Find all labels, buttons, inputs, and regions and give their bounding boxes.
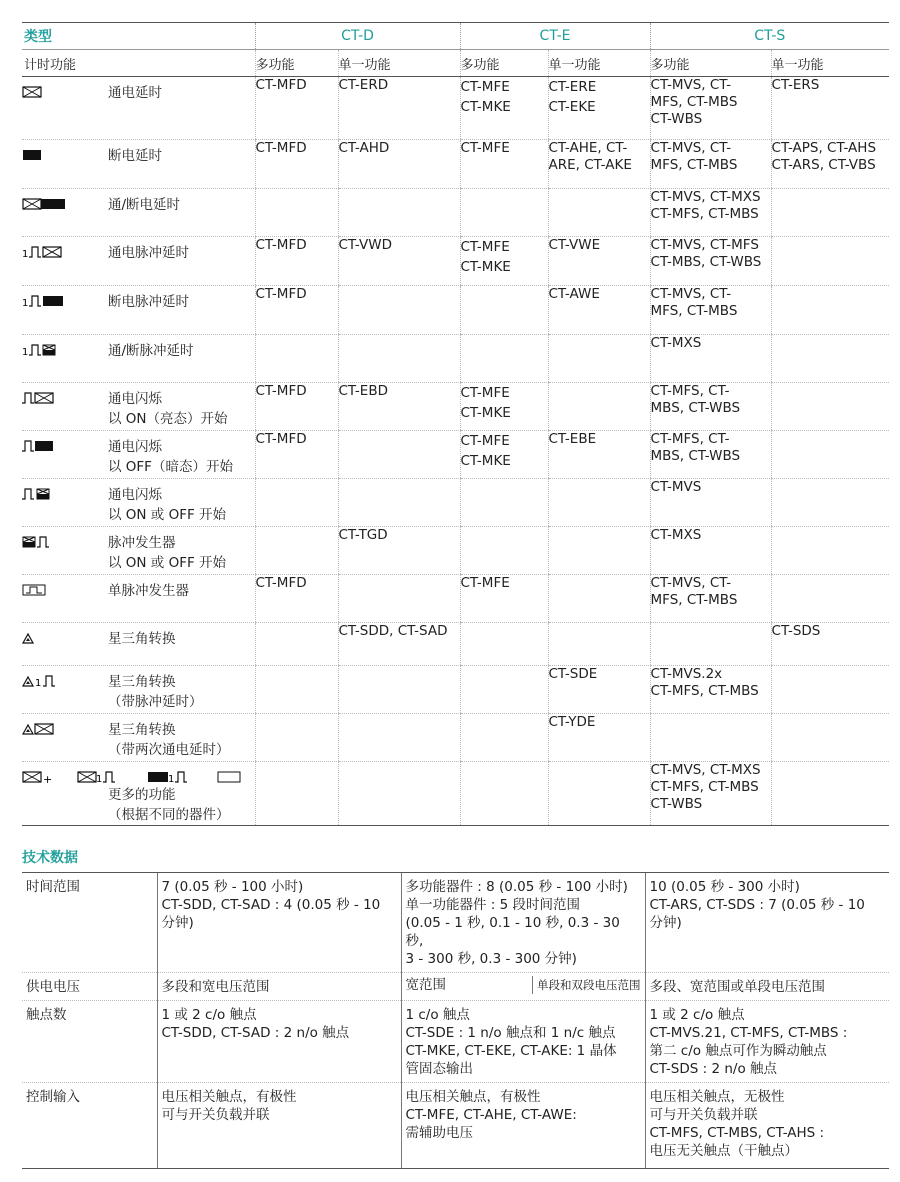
tech-data-table xyxy=(22,872,889,1169)
model-code: CT-YDE xyxy=(548,714,596,730)
star-delta-impulse-icon xyxy=(22,672,66,690)
model-code: CT-MFD xyxy=(255,237,307,253)
group-ct-s: CT-S xyxy=(650,23,889,50)
model-code: CT-AHE, CT- xyxy=(548,140,628,156)
tech-value: 电压相关触点，有极性 xyxy=(405,1089,541,1105)
model-code: CT-ERS xyxy=(771,77,820,93)
model-code: CT-MFD xyxy=(255,431,307,447)
model-code: CT-MFE xyxy=(460,239,510,255)
tech-label: 供电电压 xyxy=(22,973,157,1001)
subheader-1: 单一功能 xyxy=(338,50,460,77)
group-ct-e: CT-E xyxy=(460,23,650,50)
function-row xyxy=(22,140,889,189)
function-row xyxy=(22,666,889,714)
tech-value: CT-MFS, CT-MBS, CT-AHS : xyxy=(649,1125,825,1141)
tech-value: 10 (0.05 秒 - 300 小时) xyxy=(649,879,800,895)
model-code: CT-WBS xyxy=(650,111,703,127)
impulse-off-icon xyxy=(22,292,70,310)
function-row xyxy=(22,575,889,623)
tech-value: 7 (0.05 秒 - 100 小时) xyxy=(161,879,304,895)
svg-text:1: 1 xyxy=(22,347,29,358)
tech-value: CT-SDE : 1 n/o 触点和 1 n/c 触点 xyxy=(405,1025,616,1041)
tech-data-title: 技术数据 xyxy=(22,850,78,866)
off-delay-icon xyxy=(22,146,46,164)
function-name: 星三角转换 xyxy=(108,631,176,647)
model-code: CT-SDD, CT-SAD xyxy=(338,623,448,639)
model-code: CT-ARS, CT-VBS xyxy=(771,157,876,173)
model-code: CT-MVS, CT- xyxy=(650,77,732,93)
tech-label: 控制输入 xyxy=(22,1083,157,1169)
model-code: MFS, CT-MBS xyxy=(650,592,738,608)
subheader-4: 多功能 xyxy=(650,50,771,77)
tech-value: CT-SDD, CT-SAD : 4 (0.05 秒 - 10 xyxy=(161,897,381,913)
tech-value: 第二 c/o 触点可作为瞬动触点 xyxy=(649,1043,827,1059)
model-code: CT-MFD xyxy=(255,77,307,93)
function-row xyxy=(22,189,889,237)
tech-value: CT-SDD, CT-SAD : 2 n/o 触点 xyxy=(161,1025,350,1041)
group-ct-d: CT-D xyxy=(255,23,460,50)
function-row xyxy=(22,527,889,575)
model-code: CT-MFS, CT- xyxy=(650,431,730,447)
model-code: CT-MXS xyxy=(650,527,702,543)
function-name: 更多的功能 （根据不同的器件） xyxy=(108,787,230,823)
pulse-generator-icon xyxy=(22,533,56,551)
model-code: CT-MFS, CT- xyxy=(650,383,730,399)
flasher-on-off-icon xyxy=(22,485,56,503)
svg-text:1: 1 xyxy=(22,249,29,260)
single-pulse-icon xyxy=(22,581,48,599)
tech-value: 分钟) xyxy=(649,915,682,931)
model-code: CT-MKE xyxy=(460,99,511,115)
model-code: CT-MVS, CT- xyxy=(650,575,732,591)
subheader-5: 单一功能 xyxy=(771,50,889,77)
tech-value: 多段、宽范围或单段电压范围 xyxy=(649,979,825,995)
model-code: CT-MFE xyxy=(460,385,510,401)
function-name: 通电延时 xyxy=(108,85,162,101)
model-code: ARE, CT-AKE xyxy=(548,157,632,173)
model-code: CT-MFD xyxy=(255,140,307,156)
model-code: CT-MKE xyxy=(460,259,511,275)
model-code: CT-MFD xyxy=(255,383,307,399)
tech-value: 可与开关负载并联 xyxy=(161,1107,270,1123)
impulse-on-off-icon xyxy=(22,341,62,359)
model-code: CT-MKE xyxy=(460,453,511,469)
model-code: CT-MVS, CT-MFS xyxy=(650,237,759,253)
tech-value: 多段和宽电压范围 xyxy=(161,979,270,995)
model-code: CT-MVS, CT- xyxy=(650,286,732,302)
model-code: CT-WBS xyxy=(650,796,703,812)
function-row xyxy=(22,714,889,762)
function-row xyxy=(22,431,889,479)
tech-value: 电压相关触点，有极性 xyxy=(161,1089,297,1105)
function-name: 通/断电延时 xyxy=(108,197,181,213)
tech-value: 多功能器件 : 8 (0.05 秒 - 100 小时) xyxy=(405,879,628,895)
function-row xyxy=(22,237,889,286)
model-code: CT-MXS xyxy=(650,335,702,351)
model-code: CT-APS, CT-AHS xyxy=(771,140,877,156)
function-name: 断电脉冲延时 xyxy=(108,294,189,310)
model-code: CT-MVS, CT-MXS xyxy=(650,762,761,778)
tech-value: CT-MVS.21, CT-MFS, CT-MBS : xyxy=(649,1025,848,1041)
svg-text:1: 1 xyxy=(35,678,42,689)
function-row xyxy=(22,77,889,140)
subheader-0: 多功能 xyxy=(255,50,338,77)
function-header: 计时功能 xyxy=(22,50,255,77)
flasher-off-icon xyxy=(22,437,66,455)
model-code: MFS, CT-MBS xyxy=(650,303,738,319)
function-row xyxy=(22,335,889,383)
tech-value: 1 或 2 c/o 触点 xyxy=(161,1007,257,1023)
svg-text:+: + xyxy=(43,773,53,786)
tech-value: (0.05 - 1 秒, 0.1 - 10 秒, 0.3 - 30 秒, xyxy=(405,915,620,949)
subheader-2: 多功能 xyxy=(460,50,548,77)
tech-row xyxy=(22,1001,889,1083)
subheader-3: 单一功能 xyxy=(548,50,650,77)
tech-value: 1 或 2 c/o 触点 xyxy=(649,1007,745,1023)
tech-row xyxy=(22,973,889,1001)
tech-value: CT-MKE, CT-EKE, CT-AKE: 1 晶体 xyxy=(405,1043,617,1059)
on-delay-icon xyxy=(22,83,46,101)
tech-label: 时间范围 xyxy=(22,873,157,973)
tech-row xyxy=(22,873,889,973)
tech-value: CT-ARS, CT-SDS : 7 (0.05 秒 - 10 xyxy=(649,897,865,913)
function-name: 单脉冲发生器 xyxy=(108,583,189,599)
function-row xyxy=(22,762,889,826)
function-name: 星三角转换 （带脉冲延时） xyxy=(108,674,203,710)
function-row xyxy=(22,479,889,527)
tech-value: 分钟) xyxy=(161,915,194,931)
model-code: MBS, CT-WBS xyxy=(650,400,741,416)
model-code: MFS, CT-MBS xyxy=(650,94,738,110)
model-code: CT-ERE xyxy=(548,79,597,95)
model-code: CT-ERD xyxy=(338,77,389,93)
star-delta-on-icon xyxy=(22,720,58,738)
impulse-on-icon xyxy=(22,243,70,261)
model-code: CT-MKE xyxy=(460,405,511,421)
tech-value: 宽范围 xyxy=(405,977,446,993)
model-code: CT-MVS, CT- xyxy=(650,140,732,156)
model-code: CT-MFE xyxy=(460,140,510,156)
function-name: 脉冲发生器 以 ON 或 OFF 开始 xyxy=(108,535,227,571)
model-code: CT-MFE xyxy=(460,575,510,591)
tech-value: 需辅助电压 xyxy=(405,1125,473,1141)
model-code: MFS, CT-MBS xyxy=(650,157,738,173)
function-row xyxy=(22,623,889,666)
model-code: MBS, CT-WBS xyxy=(650,448,741,464)
function-row xyxy=(22,383,889,431)
function-name: 断电延时 xyxy=(108,148,162,164)
function-name: 通电闪烁 以 ON 或 OFF 开始 xyxy=(108,487,227,523)
tech-label: 触点数 xyxy=(22,1001,157,1083)
model-code: CT-AHD xyxy=(338,140,390,156)
function-name: 通/断脉冲延时 xyxy=(108,343,194,359)
type-header: 类型 xyxy=(22,23,255,50)
model-code: CT-MFD xyxy=(255,575,307,591)
function-row xyxy=(22,286,889,335)
on-off-delay-icon xyxy=(22,195,70,213)
model-code: CT-SDE xyxy=(548,666,598,682)
more-functions-icon xyxy=(22,768,244,786)
model-code: CT-MVS.2x xyxy=(650,666,723,682)
function-name: 通电闪烁 以 OFF（暗态）开始 xyxy=(108,439,233,475)
model-code: CT-SDS xyxy=(771,623,821,639)
tech-value: 电压无关触点（干触点） xyxy=(649,1143,798,1159)
tech-value: CT-MFE, CT-AHE, CT-AWE: xyxy=(405,1107,577,1123)
model-code: CT-EKE xyxy=(548,99,596,115)
svg-text:1: 1 xyxy=(168,774,175,785)
model-code: CT-VWE xyxy=(548,237,601,253)
function-table xyxy=(22,22,889,826)
model-code: CT-MFS, CT-MBS xyxy=(650,683,759,699)
tech-value: 电压相关触点，无极性 xyxy=(649,1089,785,1105)
model-code: CT-VWD xyxy=(338,237,392,253)
svg-text:1: 1 xyxy=(96,774,103,785)
tech-value: 可与开关负载并联 xyxy=(649,1107,758,1123)
star-delta-icon xyxy=(22,629,36,647)
model-code: CT-MFE xyxy=(460,433,510,449)
tech-value: 管固态输出 xyxy=(405,1061,473,1077)
tech-value: 单一功能器件 : 5 段时间范围 xyxy=(405,897,581,913)
model-code: CT-EBD xyxy=(338,383,388,399)
tech-value: 单段和双段电压范围 xyxy=(532,976,641,994)
model-code: CT-EBE xyxy=(548,431,597,447)
model-code: CT-MVS, CT-MXS xyxy=(650,189,761,205)
function-name: 星三角转换 （带两次通电延时） xyxy=(108,722,230,758)
tech-value: 1 c/o 触点 xyxy=(405,1007,470,1023)
model-code: CT-MFS, CT-MBS xyxy=(650,779,759,795)
model-code: CT-MVS xyxy=(650,479,702,495)
tech-value: CT-SDS : 2 n/o 触点 xyxy=(649,1061,778,1077)
model-code: CT-MBS, CT-WBS xyxy=(650,254,762,270)
tech-row xyxy=(22,1083,889,1169)
function-name: 通电闪烁 以 ON（亮态）开始 xyxy=(108,391,228,427)
model-code: CT-MFE xyxy=(460,79,510,95)
model-code: CT-AWE xyxy=(548,286,600,302)
tech-value: 3 - 300 秒, 0.3 - 300 分钟) xyxy=(405,951,577,967)
function-name: 通电脉冲延时 xyxy=(108,245,189,261)
svg-text:1: 1 xyxy=(22,298,29,309)
flasher-on-icon xyxy=(22,389,66,407)
model-code: CT-TGD xyxy=(338,527,388,543)
model-code: CT-MFS, CT-MBS xyxy=(650,206,759,222)
model-code: CT-MFD xyxy=(255,286,307,302)
